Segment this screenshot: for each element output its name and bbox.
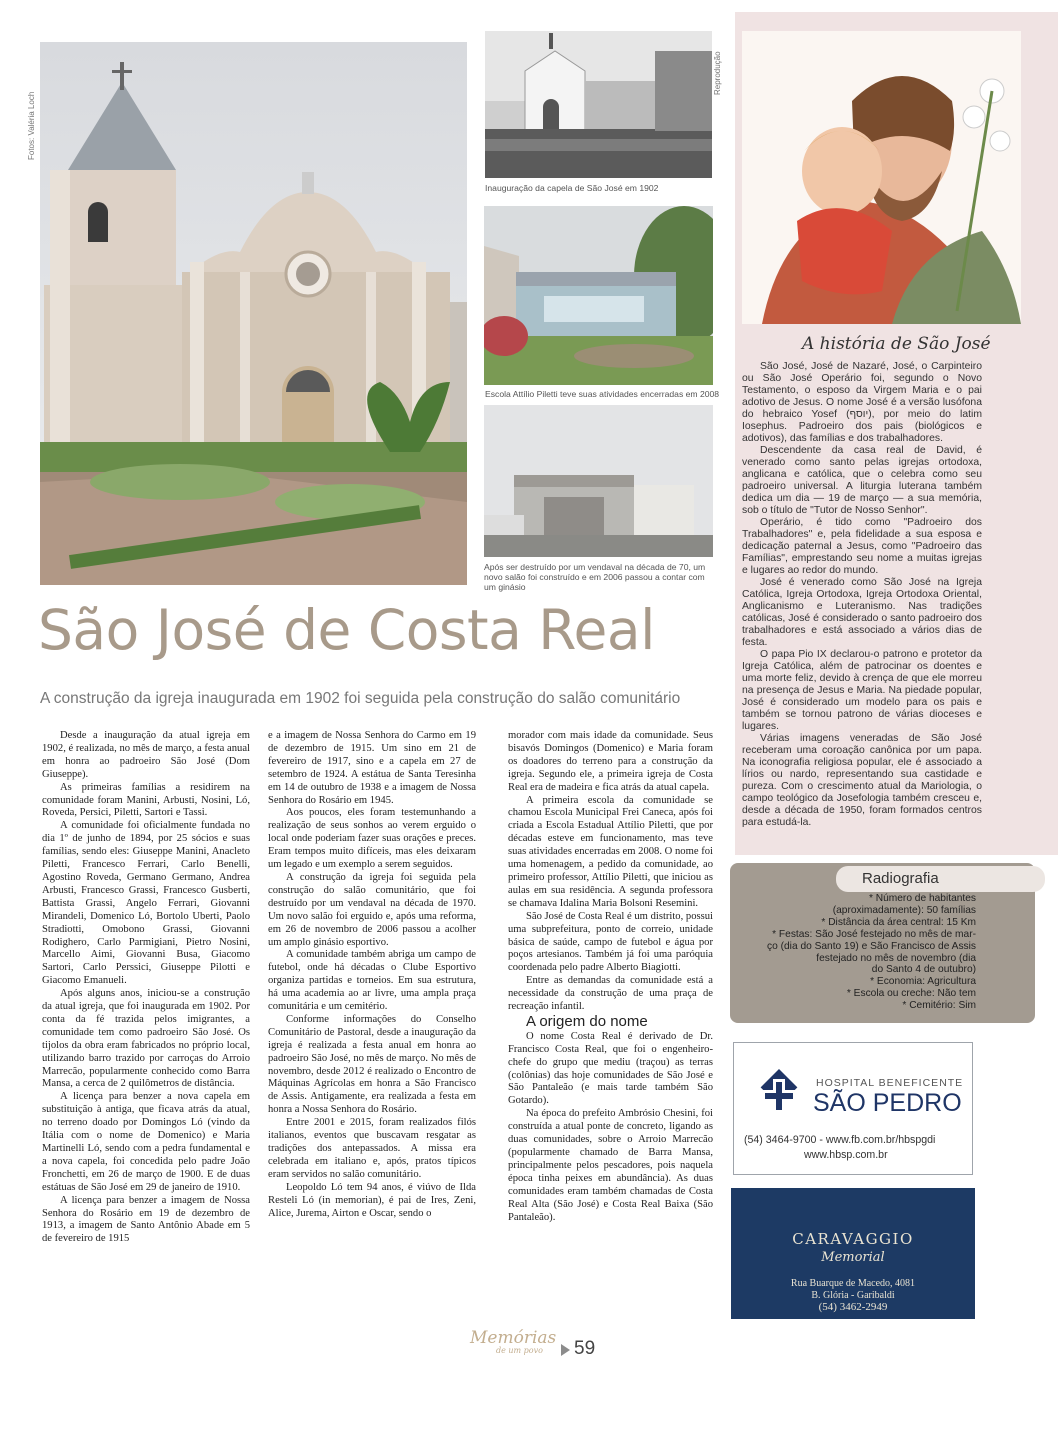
paragraph: A licença para benzer a imagem de Nossa Senhora do Rosário em 19 de dezembro de 1913, a imagem de Santo Antônio Abade em 5 de fevereiro de 1915 (42, 1194, 250, 1245)
paragraph: Na época do prefeito Ambrósio Chesini, foi construída a atual ponte de concreto, ligando as duas comunidades, sobre o Arroio Marrecão (popularmente chamado de Barra Mansa, principalmente pelos pescadores, pois naquela época tinha peixes em abundância). As duas comunidades eram também chamadas de Costa Real Alta (São José) e Costa Real Baixa (São Pantaleão). (508, 1108, 713, 1223)
footer-brand (470, 1328, 560, 1368)
hospital-logo-icon (750, 1067, 808, 1125)
footer-brand-name: Memórias (470, 1328, 557, 1348)
radiografia-line: ço (dia do Santo 19) e São Francisco de Assis (767, 940, 976, 952)
radiografia-line: * Festas: São José festejado no mês de mar- (772, 928, 976, 940)
salao-photo (484, 405, 713, 557)
caravaggio-address: Rua Buarque de Macedo, 4081 (790, 1278, 916, 1289)
radiografia-title: Radiografia (862, 870, 939, 887)
footer-brand-sub: de um povo (496, 1346, 543, 1355)
paragraph: José é venerado como São José na Igreja Católica, Igreja Ortodoxa, Igreja Ortodoxa Oriental, Anglicanismo e Luteranismo. Nas tradições católicas, José é considerado o santo padroeiro dos trabalhadores e está associado a vários dias de festa. (742, 577, 982, 648)
saint-joseph-image (742, 31, 1021, 324)
article-title: São José de Costa Real (38, 598, 655, 662)
paragraph: São José, José de Nazaré, José, o Carpinteiro ou São José Operário foi, segundo o Novo Testamento, o esposo da Virgem Maria e o pai adotivo de Jesus. O nome José é a versão lusófona do hebraico Yosef (יוסף), por meio do latim Iosephus. Padroeiro dos pais (biológicos e adotivos), das famílias e dos trabalhadores. (742, 361, 982, 444)
paragraph: Aos poucos, eles foram testemunhando a realização de seus sonhos ao verem erguido o local onde poderiam fazer suas orações e preces. Eram tempos muito difíceis, mas eles deixaram um legado e um exemplo a serem seguidos. (268, 807, 476, 871)
article-column-1 (42, 730, 250, 1246)
paragraph: Entre 2001 e 2015, foram realizados filós italianos, eventos que buscavam resgatar as tradições dos antepassados. A missa era celebrada em italiano e, após, pratos típicos eram servidos no salão comunitário. (268, 1117, 476, 1180)
church-photo (40, 42, 467, 585)
paragraph: São José de Costa Real é um distrito, possui uma subprefeitura, ponto de correio, unidade básica de saúde, campo de futebol e água por poços artesianos. Também já foi uma paróquia coordenada pelo padre Alberto Biagiotti. (508, 910, 713, 974)
radiografia-line: (aproximadamente): 50 famílias (832, 904, 976, 916)
origin-heading: A origem do nome (526, 1012, 648, 1030)
page-number: 59 (574, 1338, 596, 1359)
historic-photo (485, 31, 712, 178)
sidebar-text (742, 361, 982, 829)
hospital-website[interactable]: www.hbsp.com.br (804, 1149, 888, 1161)
paragraph: A comunidade foi oficialmente fundada no dia 1º de junho de 1894, por 25 sócios e suas famílias, sendo eles: Giuseppe Manini, Anacleto Piletti, Francesco Ferrari, Carlo Benelli, Agostino Roveda, Germano Germano, Andrea Arbusti, Francesco Grassi, Francesco Gusberti, Battista Grassi, Angelo Ferrari, Giovanni Mirandeli, Domenico Ló, Bortolo Uberti, Paolo Stradiotti, Omobono Grassi, Giovanni Rodighero, Carlo Parmigiani, Pietro Nosini, Marcello Aimi, Giovanni Busa, Giacomo Sartori, Carlo Perssici, Giuseppe Pilotti e Giacomo Emanueli. (42, 820, 250, 987)
paragraph: Desde a inauguração da atual igreja em 1902, é realizada, no mês de março, a festa anual em honra ao padroeiro São José (Dom Giuseppe). (42, 730, 250, 780)
hospital-ad[interactable] (733, 1042, 973, 1175)
paragraph: A licença para benzer a nova capela em substituição à antiga, que ficava atrás da atual, no terreno doado por Domingos Ló (vindo da Itália com o nome de Domenico) e Maria Martinelli Ló, sendo com a pedra fundamental e a nova capela, foi concedida pelo padre João Fronchetti, em 26 de março de 1900. E de duas estátuas de São José em 29 de janeiro de 1910. (42, 1091, 250, 1193)
hospital-name-line2: SÃO PEDRO (813, 1089, 962, 1117)
paragraph: O nome Costa Real é derivado de Dr. Francisco Costa Real, que foi o engenheiro-chefe do grupo que mediu (traçou) as terras (colônias) das hoje comunidades de São José e São Pantaleão (e mais tarde também São Gotardo). (508, 1030, 713, 1107)
caravaggio-district: B. Glória - Garibaldi (811, 1290, 895, 1301)
paragraph: As primeiras famílias a residirem na comunidade foram Manini, Arbusti, Nosini, Ló, Roveda, Persici, Piletti, Sartori e Tassi. (42, 781, 250, 819)
paragraph: O papa Pio IX declarou-o patrono e protetor da Igreja Católica, além de patrocinar os doentes e uma morte feliz, devido à crença de que ele morreu na presença de Jesus e Maria. Na piedade popular, José é considerado um modelo para os pais e também se tornou patrono de várias dioceses e lugares. (742, 649, 982, 732)
paragraph: A construção da igreja foi seguida pela construção do salão comunitário, que foi destruído por um vendaval na década de 1970. Um novo salão foi erguido e, após uma reforma, em 26 de novembro de 2006 passou a acolher um amplo ginásio esportivo. (268, 871, 476, 948)
paragraph: morador com mais idade da comunidade. Seus bisavós Domingos (Domenico) e Maria foram os doadores do terreno para a construção da igreja. Segundo ele, a primeira igreja de Costa Real era de madeira e fica atrás da atual capela. (508, 730, 713, 793)
paragraph: A comunidade também abriga um campo de futebol, onde há décadas o Clube Esportivo organiza partidas e torneios. Em sua estrutura, há uma academia ao ar livre, uma ampla praça comunitária e um cemitério. (268, 949, 476, 1013)
caravaggio-tag: Memorial (821, 1250, 885, 1265)
radiografia-line: * Economia: Agricultura (870, 976, 976, 988)
caption-chapel: Inauguração da capela de São José em 1902 (485, 183, 659, 193)
caravaggio-ad[interactable] (731, 1188, 975, 1319)
paragraph: Após alguns anos, iniciou-se a construção da atual igreja, que foi inaugurada em 1902. Por conta da fé trazida pelos imigrantes, a comunidade tem como padroeiro São José. Os tijolos da obra eram fabricados no próprio local, utilizando barro trazido por carroças do Arroio Marrecão, popularmente conhecido como Barra Mansa, a cerca de 2 quilômetros de distância. (42, 988, 250, 1090)
radiografia-line: * Escola ou creche: Não tem (846, 988, 976, 1000)
paragraph: Conforme informações do Conselho Comunitário de Pastoral, desde a inauguração da igreja é realizada a festa anual em honra ao padroeiro São José, no mês de março. No mês de novembro, desde 2012 é realizado o Encontro de Máquinas Agrícolas em honra a São Francisco de Assis. Antigamente, era realizada a festa em honra a Nossa Senhora do Rosário. (268, 1013, 476, 1116)
paragraph: Várias imagens veneradas de São José receberam uma coroação canônica por um papa. Na iconografia religiosa popular, ele é associado a lírios ou nardo, representando sua castidade e pureza. Com o crescimento atual da Mariologia, o campo teológico da Josefologia também cresceu e, desde a década de 1950, foram formados centros para estudá-la. (742, 733, 982, 828)
photo-credit: Fotos: Valéria Loch (27, 91, 36, 160)
sidebar-title: A história de São José (802, 334, 991, 354)
article-subtitle: A construção da igreja inaugurada em 1902 foi seguida pela construção do salão comunitário (40, 690, 681, 707)
radiografia-line: festejado no mês de novembro (dia (816, 952, 976, 964)
hospital-contact: (54) 3464-9700 - www.fb.com.br/hbspgdi (744, 1134, 936, 1146)
caption-salao: Após ser destruído por um vendaval na década de 70, um novo salão foi construído e em 2006 passou a contar com um ginásio (484, 562, 706, 592)
paragraph: Descendente da casa real de David, é venerado como santo pelas igrejas ortodoxa, anglicana e católica, que o celebra como seu padroeiro universal. A liturgia luterana também dedica um dia — 19 de março — a sua memória, sob o título de "Tutor de Nosso Senhor". (742, 445, 982, 516)
radiografia-line: do Santo 4 de outubro) (871, 964, 976, 976)
radiografia-line: * Número de habitantes (868, 893, 976, 904)
repro-credit: Reprodução (713, 51, 722, 95)
hospital-name-line1: HOSPITAL BENEFICENTE (816, 1077, 964, 1089)
paragraph: A primeira escola da comunidade se chamou Escola Municipal Frei Caneca, após foi criada a Escola Estadual Attílio Piletti, que por décadas esteve em funcionamento, mas teve suas atividades encerradas em 2008. O nome foi uma homenagem, a pedido da comunidade, ao primeiro professor, Attílio Piletti, que iniciou as aulas em sua residência. A segunda professora se chamava Idalina Maria Bolsoni Resemini. (508, 794, 713, 909)
paragraph: Entre as demandas da comunidade está a necessidade da construção de uma praça de recreação infantil. (508, 975, 713, 1013)
radiografia-line: * Distância da área central: 15 Km (821, 916, 976, 928)
page-arrow-icon (561, 1344, 570, 1356)
paragraph: Operário, é tido como "Padroeiro dos Trabalhadores" e, pela fidelidade a sua esposa e dedicação paternal a Jesus, como "Padroeiro das Famílias", emprestando seu nome a muitas igrejas e lugares ao redor do mundo. (742, 517, 982, 576)
radiografia-list (740, 893, 976, 1012)
school-photo (484, 206, 713, 385)
paragraph: Leopoldo Ló tem 94 anos, é viúvo de Ilda Resteli Ló (in memorian), é pai de Ires, Zeni, Alice, Jurema, Airton e Oscar, sendo o (268, 1181, 476, 1219)
radiografia-line: * Cemitério: Sim (902, 1000, 976, 1012)
paragraph: e a imagem de Nossa Senhora do Carmo em 19 de dezembro de 1915. Um sino em 21 de fevereiro de 1917, sino e a capela em 27 de setembro de 1924. A estátua de Santa Teresinha em 14 de outubro de 1938 e a imagem de Nossa Senhora do Rosário em 1945. (268, 730, 476, 806)
article-column-3 (508, 730, 713, 1224)
caravaggio-phone: (54) 3462-2949 (818, 1301, 888, 1313)
caravaggio-name: CARAVAGGIO (792, 1230, 914, 1248)
article-column-2 (268, 730, 476, 1220)
caption-school: Escola Attílio Piletti teve suas atividades encerradas em 2008 (485, 389, 720, 399)
